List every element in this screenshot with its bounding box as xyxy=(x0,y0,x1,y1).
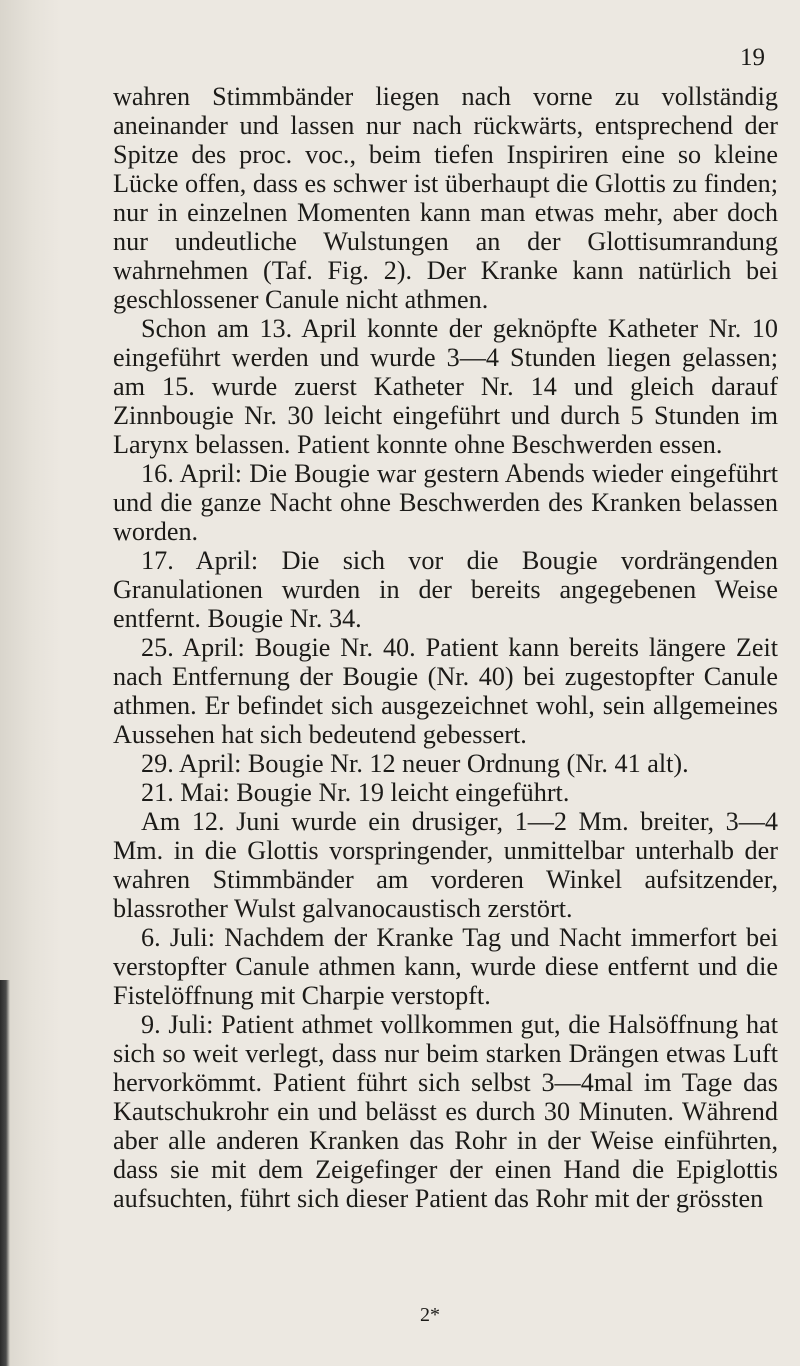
signature-mark: 2* xyxy=(420,1304,440,1326)
paragraph-april-17: 17. April: Die sich vor die Bougie vordrängenden Granulationen wurden in der bereits angegebenen Weise entfernt. Bougie Nr. 34. xyxy=(113,546,778,633)
paragraph-july-6: 6. Juli: Nachdem der Kranke Tag und Nacht immerfort bei verstopfter Canule athmen kann, wurde diese entfernt und die Fistelöffnung mit Charpie verstopft. xyxy=(113,923,778,1010)
paragraph-april-13: Schon am 13. April konnte der geknöpfte Katheter Nr. 10 eingeführt werden und wurde 3—4 Stunden liegen gelassen; am 15. wurde zuerst Katheter Nr. 14 und gleich darauf Zinnbougie Nr. 30 leicht eingeführt und durch 5 Stunden im Larynx belassen. Patient konnte ohne Beschwerden essen. xyxy=(113,314,778,459)
paragraph-april-16: 16. April: Die Bougie war gestern Abends wieder eingeführt und die ganze Nacht ohne Beschwerden des Kranken belassen worden. xyxy=(113,459,778,546)
paragraph-july-9: 9. Juli: Patient athmet vollkommen gut, die Halsöffnung hat sich so weit verlegt, dass nur beim starken Drängen etwas Luft hervorkömmt. Patient führt sich selbst 3—4mal im Tage das Kautschukrohr ein und belässt es durch 30 Minuten. Während aber alle anderen Kranken das Rohr in der Weise einführten, dass sie mit dem Zeigefinger der einen Hand die Epiglottis aufsuchten, führt sich dieser Patient das Rohr mit der grössten xyxy=(113,1010,778,1213)
paragraph-april-29: 29. April: Bougie Nr. 12 neuer Ordnung (Nr. 41 alt). xyxy=(141,749,689,778)
paragraph-continuation: wahren Stimmbänder liegen nach vorne zu vollständig aneinander und lassen nur nach rückwärts, entsprechend der Spitze des proc. voc., beim tiefen Inspiriren eine so kleine Lücke offen, dass es schwer ist überhaupt die Glottis zu finden; nur in einzelnen Momenten kann man etwas mehr, aber doch nur undeutliche Wulstungen an der Glottisumrandung wahrnehmen (Taf. Fig. 2). Der Kranke kann natürlich bei geschlossener Canule nicht athmen. xyxy=(113,82,778,314)
paragraph-april-25: 25. April: Bougie Nr. 40. Patient kann bereits längere Zeit nach Entfernung der Bougie (Nr. 40) bei zugestopfter Canule athmen. Er befindet sich ausgezeichnet wohl, sein allgemeines Aussehen hat sich bedeutend gebessert. xyxy=(113,633,778,749)
body-text xyxy=(113,82,778,1213)
paragraph-may-21: 21. Mai: Bougie Nr. 19 leicht eingeführt. xyxy=(141,778,570,807)
binding-shadow xyxy=(0,980,10,1366)
page-number: 19 xyxy=(740,44,765,71)
paragraph-june-12: Am 12. Juni wurde ein drusiger, 1—2 Mm. breiter, 3—4 Mm. in die Glottis vorspringender, unmittelbar unterhalb der wahren Stimmbänder am vorderen Winkel aufsitzender, blassrother Wulst galvanocaustisch zerstört. xyxy=(113,807,778,923)
